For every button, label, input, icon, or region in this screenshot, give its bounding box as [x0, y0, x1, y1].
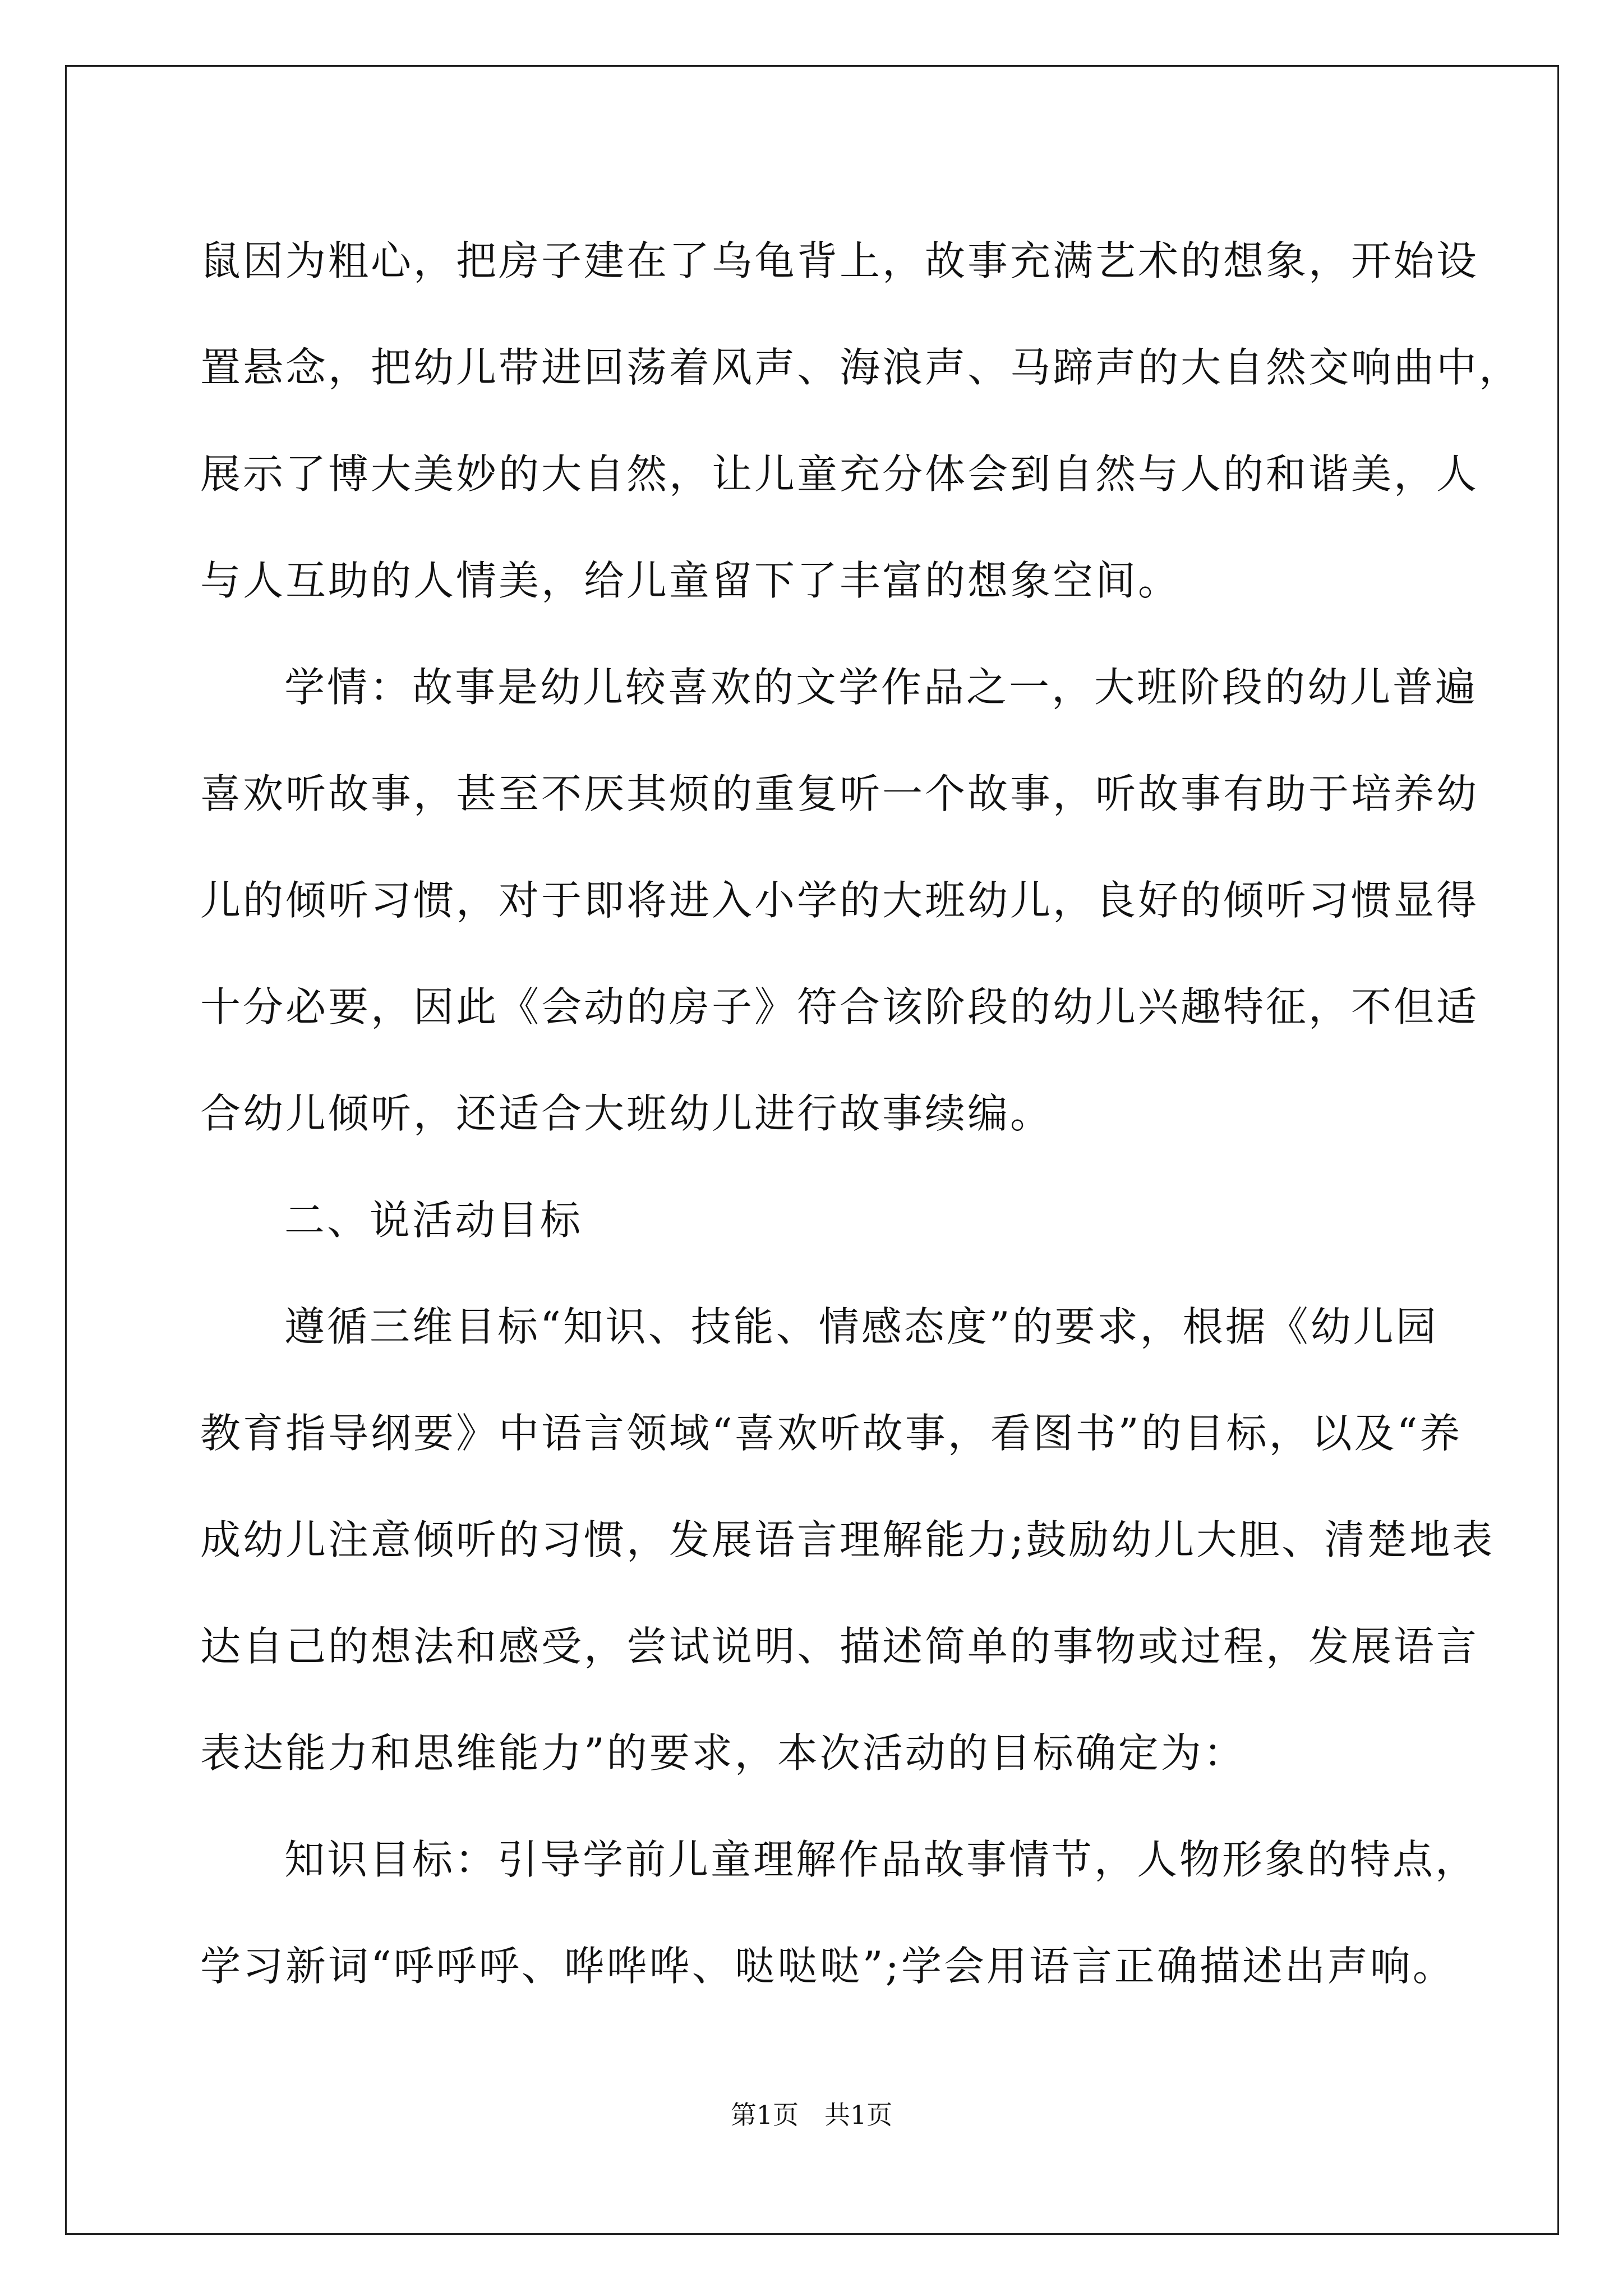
text-line: 教育指导纲要》中语言领域“喜欢听故事，看图书”的目标，以及“养 — [200, 1410, 1463, 1457]
page-number-footer: 第1页 共1页 — [730, 2100, 893, 2130]
text-line: 成幼儿注意倾听的习惯，发展语言理解能力;鼓励幼儿大胆、清楚地表 — [200, 1516, 1495, 1563]
text-line: 与人互助的人情美，给儿童留下了丰富的想象空间。 — [200, 557, 1181, 604]
text-line: 鼠因为粗心，把房子建在了乌龟背上，故事充满艺术的想象，开始设 — [200, 237, 1479, 284]
text-line: 学习新词“呼呼呼、哗哗哗、哒哒哒”;学会用语言正确描述出声响。 — [200, 1943, 1455, 1990]
text-line: 展示了博大美妙的大自然，让儿童充分体会到自然与人的和谐美，人 — [200, 450, 1479, 498]
document-body — [200, 208, 1522, 2019]
section-heading: 二、说活动目标 — [284, 1197, 583, 1244]
text-line: 知识目标：引导学前儿童理解作品故事情节，人物形象的特点， — [284, 1836, 1478, 1883]
text-line: 遵循三维目标“知识、技能、情感态度”的要求，根据《幼儿园 — [284, 1303, 1438, 1350]
text-line: 十分必要，因此《会动的房子》符合该阶段的幼儿兴趣特征，不但适 — [200, 983, 1479, 1030]
text-line: 喜欢听故事，甚至不厌其烦的重复听一个故事，听故事有助于培养幼 — [200, 770, 1479, 817]
text-line: 达自己的想法和感受，尝试说明、描述简单的事物或过程，发展语言 — [200, 1623, 1479, 1670]
text-line: 儿的倾听习惯，对于即将进入小学的大班幼儿，良好的倾听习惯显得 — [200, 877, 1479, 924]
text-line: 置悬念，把幼儿带进回荡着风声、海浪声、马蹄声的大自然交响曲中， — [200, 344, 1522, 391]
text-line: 合幼儿倾听，还适合大班幼儿进行故事续编。 — [200, 1090, 1053, 1137]
text-line: 表达能力和思维能力”的要求，本次活动的目标确定为： — [200, 1729, 1246, 1777]
text-line: 学情：故事是幼儿较喜欢的文学作品之一，大班阶段的幼儿普遍 — [284, 664, 1478, 711]
